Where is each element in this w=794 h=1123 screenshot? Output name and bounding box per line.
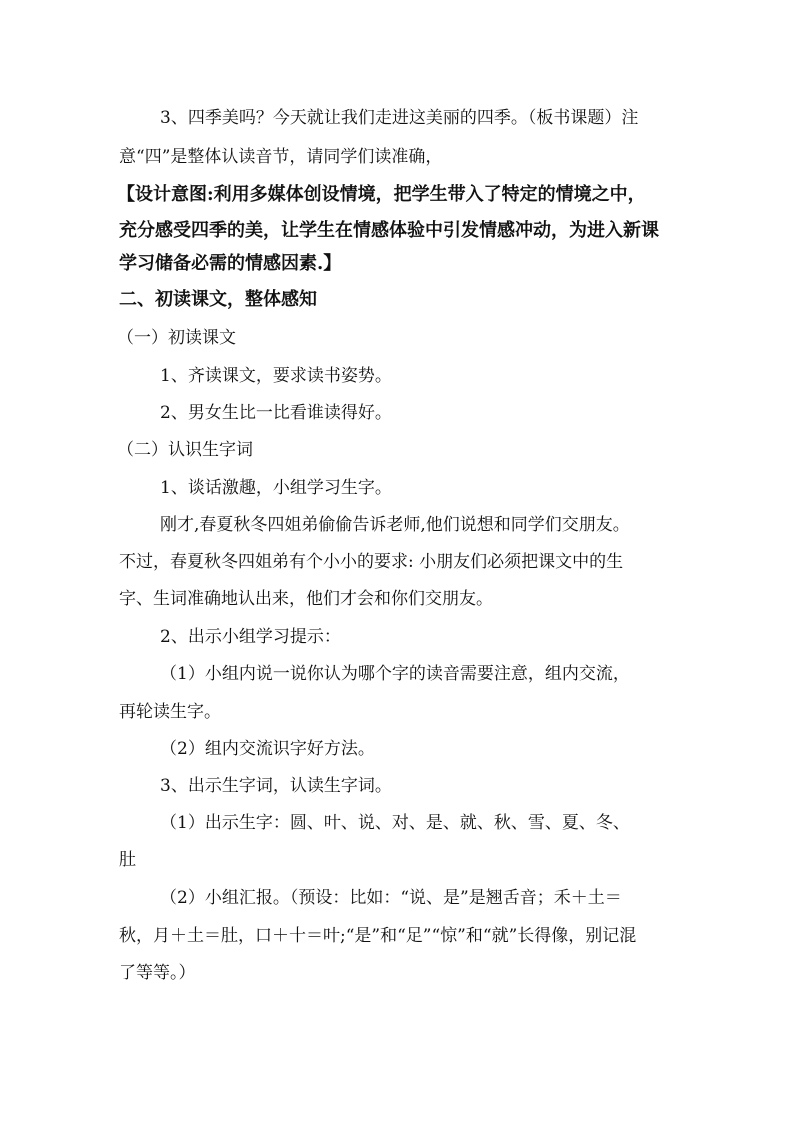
subsection-heading: （二）认识生字词: [117, 440, 253, 460]
paragraph-line: 3、四季美吗？今天就让我们走进这美丽的四季。（板书课题）注: [160, 108, 639, 128]
list-item: 2、出示小组学习提示：: [160, 627, 341, 647]
paragraph-line: 意“四”是整体认读音节，请同学们读准确，: [119, 147, 443, 167]
design-intent-line: 【设计意图:利用多媒体创设情境，把学生带入了特定的情境之中，: [117, 184, 646, 205]
list-item: （2）组内交流识字好方法。: [160, 739, 375, 759]
paragraph-line: 刚才,春夏秋冬四姐弟偷偷告诉老师,他们说想和同学们交朋友。: [160, 515, 630, 535]
paragraph-line: （1）小组内说一说你认为哪个字的读音需要注意，组内交流，: [160, 664, 630, 684]
subsection-heading: （一）初读课文: [117, 328, 236, 348]
design-intent-line: 学习储备必需的情感因素.】: [119, 253, 342, 274]
design-intent-line: 充分感受四季的美，让学生在情感体验中引发情感冲动，为进入新课: [119, 220, 659, 241]
paragraph-line: （2）小组汇报。（预设：比如：“说、是”是翘舌音；禾＋土＝: [160, 888, 622, 908]
list-item: 1、齐读课文，要求读书姿势。: [160, 366, 392, 386]
list-item: 2、男女生比一比看谁读得好。: [160, 403, 392, 423]
list-item: 3、出示生字词，认读生字词。: [160, 776, 392, 796]
list-item: 1、谈话激趣，小组学习生字。: [160, 478, 392, 498]
paragraph-line: 秋，月＋土＝肚，口＋十＝叶;“是”和“足”“惊”和“就”长得像，别记混: [119, 926, 637, 946]
paragraph-line: 不过，春夏秋冬四姐弟有个小小的要求: 小朋友们必须把课文中的生: [119, 552, 624, 572]
paragraph-line: （1）出示生字：圆、叶、说、对、是、就、秋、雪、夏、冬、: [160, 813, 630, 833]
paragraph-line: 再轮读生字。: [119, 702, 221, 722]
paragraph-line: 了等等。）: [119, 963, 196, 983]
paragraph-line: 肚: [119, 850, 136, 870]
paragraph-line: 字、生词准确地认出来，他们才会和你们交朋友。: [119, 589, 493, 609]
section-heading: 二、初读课文，整体感知: [119, 289, 317, 310]
